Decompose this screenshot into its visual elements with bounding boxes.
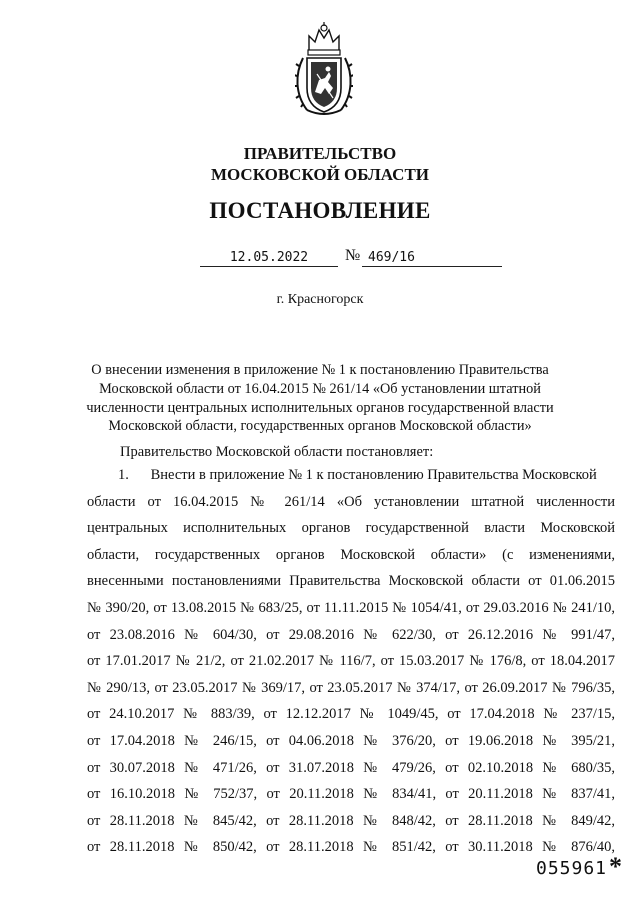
body-paragraph <box>87 462 615 861</box>
title-line: численности центральных исполнительных органов государственной власти <box>86 399 554 416</box>
body-line: центральных исполнительных органов государственной власти Московской <box>87 520 615 537</box>
date-number-line <box>0 247 640 272</box>
body-line: от 17.04.2018 № 246/15, от 04.06.2018 № 376/20, от 19.06.2018 № 395/21, <box>87 732 615 749</box>
body-line: от 24.10.2017 № 883/39, от 12.12.2017 № 1049/45, от 17.04.2018 № 237/15, <box>87 706 615 723</box>
intro-text: Правительство Московской области постановляет: <box>120 444 434 460</box>
government-name-line1: ПРАВИТЕЛЬСТВО <box>243 144 397 163</box>
body-line: области от 16.04.2015 № 261/14 «Об установлении штатной численности <box>87 493 615 510</box>
number-sign: № <box>345 247 361 264</box>
body-line: от 23.08.2016 № 604/30, от 29.08.2016 № 622/30, от 26.12.2016 № 991/47, <box>87 626 615 643</box>
title-line: О внесении изменения в приложение № 1 к постановлению Правительства <box>91 362 549 378</box>
body-line: внесенными постановлениями Правительства Московской области от 01.06.2015 <box>87 573 615 590</box>
body-line: № 390/20, от 13.08.2015 № 683/25, от 11.11.2015 № 1054/41, от 29.03.2016 № 241/10, <box>87 599 615 616</box>
body-line: от 16.10.2018 № 752/37, от 20.11.2018 № 834/41, от 20.11.2018 № 837/41, <box>87 786 615 803</box>
body-line: от 30.07.2018 № 471/26, от 31.07.2018 № 479/26, от 02.10.2018 № 680/35, <box>87 759 615 776</box>
city: г. Красногорск <box>276 292 364 307</box>
government-name <box>0 143 640 185</box>
title-line: Московской области от 16.04.2015 № 261/14 «Об установлении штатной <box>99 380 541 397</box>
body-line: от 28.11.2018 № 850/42, от 28.11.2018 № 851/42, от 30.11.2018 № 876/40, <box>87 839 615 856</box>
document-date: 12.05.2022 <box>200 250 338 267</box>
body-line: № 290/13, от 23.05.2017 № 369/17, от 23.05.2017 № 374/17, от 26.09.2017 № 796/35, <box>87 679 615 696</box>
serial-star: * <box>609 852 622 881</box>
body-line: 1. Внести в приложение № 1 к постановлению Правительства Московской <box>118 467 597 483</box>
body-line: от 28.11.2018 № 845/42, от 28.11.2018 № 848/42, от 28.11.2018 № 849/42, <box>87 812 615 829</box>
body-line: от 17.01.2017 № 21/2, от 21.02.2017 № 116/7, от 15.03.2017 № 176/8, от 18.04.2017 <box>87 653 615 670</box>
document-title <box>0 361 640 436</box>
serial-stamp: 055961 <box>536 858 608 879</box>
coat-of-arms-icon <box>295 22 353 118</box>
government-name-line2: МОСКОВСКОЙ ОБЛАСТИ <box>210 165 430 184</box>
document-type: ПОСТАНОВЛЕНИЕ <box>209 198 431 223</box>
title-line: Московской области, государственных органов Московской области» <box>108 418 532 435</box>
body-line: области, государственных органов Московской области» (с изменениями, <box>87 546 615 563</box>
document-number: 469/16 <box>362 250 502 267</box>
